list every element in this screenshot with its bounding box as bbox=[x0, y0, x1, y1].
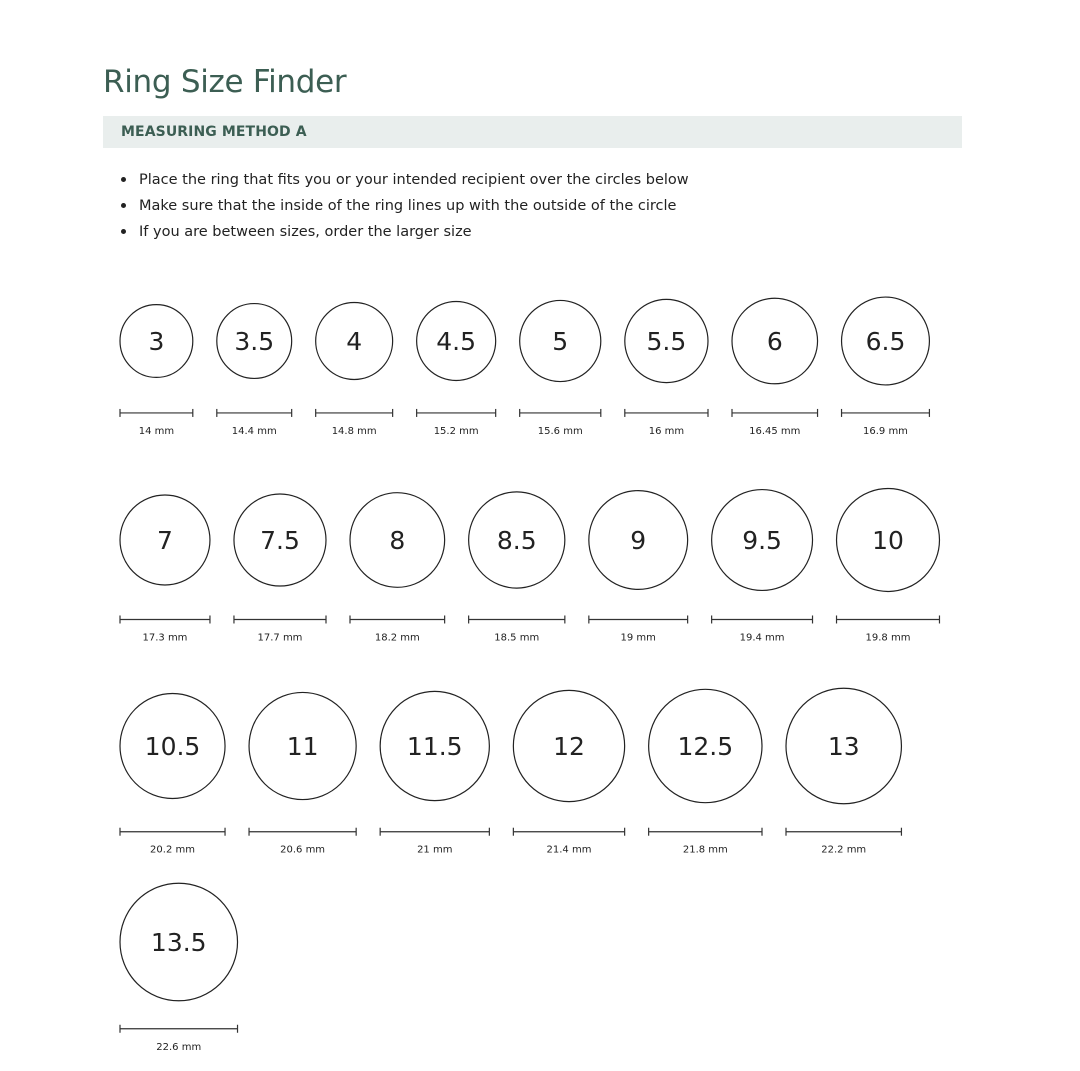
ring-size-12 bbox=[513, 690, 624, 855]
diameter-scale bbox=[417, 409, 496, 417]
diameter-label: 18.5 mm bbox=[494, 632, 540, 644]
diameter-label: 18.2 mm bbox=[374, 632, 420, 644]
ring-size-11.5 bbox=[380, 691, 489, 855]
diameter-label: 16.45 mm bbox=[749, 425, 801, 437]
ring-size-10 bbox=[837, 489, 940, 644]
diameter-scale bbox=[120, 1025, 238, 1033]
diameter-scale bbox=[217, 409, 292, 417]
ring-size-label: 11 bbox=[286, 732, 319, 761]
ring-size-label: 5.5 bbox=[646, 327, 687, 356]
ring-size-5.5 bbox=[625, 299, 708, 437]
ring-size-label: 10.5 bbox=[144, 732, 201, 761]
diameter-scale bbox=[249, 828, 356, 836]
diameter-label: 19 mm bbox=[620, 632, 656, 644]
ring-size-6.5 bbox=[842, 297, 930, 437]
diameter-label: 19.4 mm bbox=[739, 632, 785, 644]
ring-size-label: 4 bbox=[346, 327, 363, 356]
diameter-scale bbox=[842, 409, 930, 417]
diameter-scale bbox=[120, 409, 193, 417]
diameter-label: 20.2 mm bbox=[150, 844, 195, 856]
ring-size-label: 5 bbox=[552, 327, 569, 356]
ring-size-label: 13 bbox=[827, 732, 860, 761]
ring-size-label: 6 bbox=[766, 327, 783, 356]
diameter-scale bbox=[120, 828, 225, 836]
diameter-label: 22.2 mm bbox=[821, 844, 867, 856]
ring-size-label: 8.5 bbox=[496, 526, 537, 555]
ring-size-7 bbox=[120, 495, 210, 643]
ring-size-label: 13.5 bbox=[150, 928, 207, 957]
ring-size-4 bbox=[316, 303, 393, 437]
diameter-scale bbox=[469, 615, 565, 623]
ring-size-label: 6.5 bbox=[865, 327, 906, 356]
diameter-label: 20.6 mm bbox=[280, 844, 326, 856]
ring-size-6 bbox=[732, 298, 818, 437]
diameter-scale bbox=[350, 615, 445, 623]
ring-size-label: 3.5 bbox=[234, 327, 275, 356]
diameter-label: 17.7 mm bbox=[257, 632, 303, 644]
diameter-label: 19.8 mm bbox=[865, 632, 911, 644]
diameter-label: 21 mm bbox=[417, 844, 453, 856]
diameter-scale bbox=[316, 409, 393, 417]
ring-size-8 bbox=[350, 493, 445, 644]
diameter-label: 15.6 mm bbox=[537, 425, 583, 437]
ring-size-label: 9 bbox=[630, 526, 647, 555]
ring-size-label: 3 bbox=[148, 327, 165, 356]
ring-size-label: 9.5 bbox=[742, 526, 782, 555]
ring-size-label: 12.5 bbox=[677, 732, 734, 761]
ring-size-8.5 bbox=[469, 492, 565, 644]
diameter-scale bbox=[380, 828, 489, 836]
ring-size-13 bbox=[786, 688, 901, 855]
ring-size-11 bbox=[249, 692, 356, 855]
instruction-item: If you are between sizes, order the larger size bbox=[119, 220, 689, 246]
ring-size-4.5 bbox=[417, 301, 496, 436]
diameter-scale bbox=[649, 828, 762, 836]
ring-size-label: 11.5 bbox=[406, 732, 463, 761]
diameter-scale bbox=[234, 615, 326, 623]
diameter-scale bbox=[732, 409, 818, 417]
ring-size-label: 8 bbox=[389, 526, 406, 555]
diameter-label: 14.8 mm bbox=[331, 425, 377, 437]
diameter-label: 15.2 mm bbox=[433, 425, 479, 437]
ring-size-3 bbox=[120, 305, 193, 437]
diameter-scale bbox=[520, 409, 601, 417]
ring-size-7.5 bbox=[234, 494, 326, 643]
ring-size-label: 7.5 bbox=[260, 526, 300, 555]
diameter-label: 16.9 mm bbox=[863, 425, 908, 437]
ring-size-13.5 bbox=[120, 883, 238, 1053]
diameter-label: 21.4 mm bbox=[546, 844, 592, 856]
instruction-item: Place the ring that fits you or your intended recipient over the circles below bbox=[119, 168, 689, 194]
diameter-label: 21.8 mm bbox=[682, 844, 728, 856]
diameter-label: 14 mm bbox=[138, 425, 175, 437]
diameter-label: 14.4 mm bbox=[231, 425, 277, 437]
ring-size-9 bbox=[589, 491, 688, 644]
diameter-scale bbox=[837, 615, 940, 623]
diameter-label: 16 mm bbox=[648, 425, 685, 437]
ring-size-label: 7 bbox=[157, 526, 173, 555]
diameter-scale bbox=[589, 615, 688, 623]
diameter-scale bbox=[712, 615, 813, 623]
ring-size-9.5 bbox=[712, 490, 813, 644]
diameter-scale bbox=[625, 409, 708, 417]
ring-size-label: 4.5 bbox=[436, 327, 477, 356]
method-label: MEASURING METHOD A bbox=[121, 124, 307, 140]
diameter-scale bbox=[786, 828, 901, 836]
ring-size-5 bbox=[520, 300, 601, 437]
diameter-label: 17.3 mm bbox=[142, 632, 188, 644]
ring-size-3.5 bbox=[217, 304, 292, 437]
diameter-scale bbox=[120, 615, 210, 623]
ring-size-label: 10 bbox=[872, 526, 904, 555]
ring-size-10.5 bbox=[120, 693, 225, 855]
ring-size-12.5 bbox=[649, 689, 762, 855]
diameter-scale bbox=[513, 828, 624, 836]
page-title: Ring Size Finder bbox=[103, 64, 347, 100]
instruction-item: Make sure that the inside of the ring lines up with the outside of the circle bbox=[119, 194, 689, 220]
ring-size-label: 12 bbox=[553, 732, 585, 761]
diameter-label: 22.6 mm bbox=[156, 1041, 202, 1053]
